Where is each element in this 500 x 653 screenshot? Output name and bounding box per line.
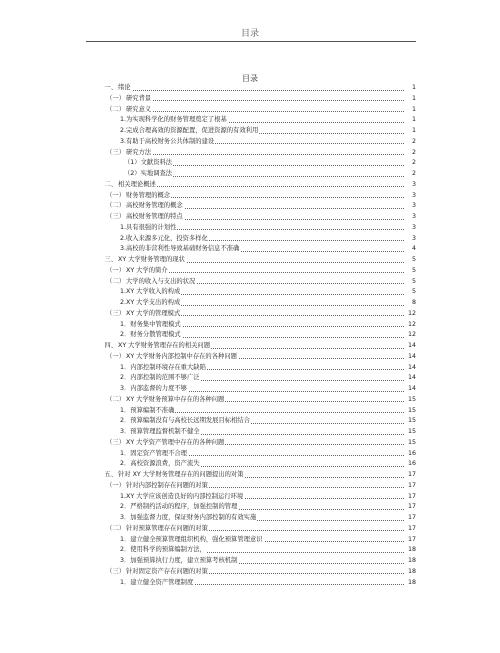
toc-entry-text: 研究方法 — [126, 148, 152, 156]
toc-entry[interactable] — [0, 341, 500, 350]
toc-entry-number: （一） — [106, 481, 125, 489]
toc-page-number: 4 — [404, 244, 416, 253]
toc-entry[interactable] — [0, 438, 500, 447]
toc-entry[interactable] — [0, 373, 500, 382]
toc-entry-text: 3．加强预算执行力度，建立预算考核机制 — [120, 557, 238, 564]
toc-page-number: 1 — [404, 126, 416, 135]
toc-entry[interactable] — [0, 158, 500, 167]
toc-entry-number: （二） — [106, 277, 125, 285]
toc-entry-text: 针对预算管理存在问题的对策 — [126, 524, 208, 532]
toc-entry[interactable] — [0, 180, 500, 189]
toc-entry-number: （三） — [106, 148, 125, 156]
toc-entry-number: 一、 — [104, 84, 117, 91]
toc-entry[interactable] — [0, 449, 500, 458]
toc-page-number: 14 — [404, 341, 416, 350]
toc-entry[interactable] — [0, 223, 500, 232]
toc-page-number: 18 — [404, 567, 416, 576]
toc-entry[interactable] — [0, 83, 500, 92]
toc-entry-text: 1.具有很强的计划性 — [120, 223, 177, 231]
toc-dot-leader — [118, 90, 404, 91]
toc-entry-text: XY 大学的简介 — [126, 266, 168, 274]
toc-entry[interactable] — [0, 234, 500, 243]
toc-entry-text: 3．预算管理监督机制不健全 — [120, 428, 200, 435]
toc-entry[interactable] — [0, 201, 500, 210]
toc-entry[interactable] — [0, 137, 500, 146]
toc-page-number: 15 — [404, 438, 416, 447]
toc-entry[interactable] — [0, 212, 500, 221]
toc-entry-text: （1）文献资料法 — [124, 159, 173, 167]
toc-entry[interactable] — [0, 363, 500, 372]
toc-page-number: 2 — [404, 169, 416, 178]
toc-entry[interactable] — [0, 470, 500, 479]
toc-page-number: 18 — [404, 545, 416, 554]
toc-entry-text: XY 大学资产管理中存在的各种问题 — [126, 438, 225, 446]
toc-entry[interactable] — [0, 492, 500, 501]
toc-entry[interactable] — [0, 105, 500, 114]
toc-entry-number: （二） — [106, 395, 125, 403]
header-rule — [86, 41, 416, 42]
toc-entry[interactable] — [0, 416, 500, 425]
toc-dot-leader — [126, 100, 404, 101]
toc-page-number: 15 — [404, 416, 416, 425]
toc-page-number: 5 — [404, 287, 416, 296]
toc-page-number: 16 — [404, 449, 416, 458]
toc-page-number: 17 — [404, 481, 416, 490]
toc-page-number: 2 — [404, 137, 416, 146]
toc-entry[interactable] — [0, 384, 500, 393]
toc-entry-number: （二） — [106, 524, 125, 532]
toc-entry-text: 2．财务分散管理模式 — [120, 331, 181, 339]
toc-page-number: 15 — [404, 395, 416, 404]
toc-entry-text: 1．建立健全资产管理制度 — [120, 578, 194, 586]
toc-entry[interactable] — [0, 524, 500, 533]
toc-entry-text: 1.为实现科学化的财务管理奠定了根基 — [120, 116, 227, 124]
toc-entry-text: 高校财务管理的概念 — [126, 202, 183, 210]
toc-entry-text: XY 大学财务管理的现状 — [118, 256, 185, 263]
toc-entry-text: 2.收入来源多元化，投资多样化 — [120, 234, 208, 242]
toc-entry[interactable] — [0, 545, 500, 554]
toc-entry-text: 大学的收入与支出的状况 — [126, 277, 196, 285]
toc-entry[interactable] — [0, 277, 500, 286]
toc-entry[interactable] — [0, 556, 500, 565]
toc-page-number: 5 — [404, 277, 416, 286]
page-header-title: 目录 — [240, 29, 259, 39]
toc-page-number: 17 — [404, 470, 416, 479]
toc-entry-number: （三） — [106, 309, 125, 317]
toc-page-number: 17 — [404, 535, 416, 544]
toc-entry[interactable] — [0, 94, 500, 103]
toc-entry-number: 三、 — [104, 256, 117, 263]
toc-entry-text: 1．建立健全预算管理组织机构，强化预算管理意识 — [120, 535, 263, 543]
toc-page-number: 18 — [404, 578, 416, 587]
toc-title: 目录 — [242, 74, 258, 83]
toc-entry-text: 2．内部控制的范围不够广泛 — [120, 374, 200, 382]
toc-dot-leader — [118, 186, 404, 187]
toc-entry-text: XY 大学财务预算中存在的各种问题 — [126, 395, 225, 403]
toc-entry-text: 3．加强监督力度，保证财务内部控制的有效实施 — [120, 514, 257, 521]
toc-entry-text: 2.XY 大学支出的构成 — [120, 299, 181, 306]
toc-page-number: 3 — [404, 223, 416, 232]
toc-entry-text: 3．内部监督的力度不够 — [120, 385, 187, 392]
toc-entry-number: （一） — [106, 94, 125, 102]
toc-entry-text: 1.XY 大学应该创造良好的内部控制运行环境 — [120, 492, 244, 500]
toc-entry[interactable] — [0, 244, 500, 253]
toc-page-number: 18 — [404, 556, 416, 565]
toc-page-number: 14 — [404, 373, 416, 382]
toc-entry-number: 五、 — [104, 471, 117, 478]
toc-entry[interactable] — [0, 320, 500, 329]
toc-entry[interactable] — [0, 578, 500, 587]
toc-entry[interactable] — [0, 255, 500, 264]
toc-entry-text: （2）实地调查法 — [124, 170, 173, 177]
toc-page-number: 8 — [404, 298, 416, 307]
toc-entry-number: （三） — [106, 213, 125, 220]
toc-entry-text: XY 大学财务管理存在的相关问题 — [118, 342, 211, 349]
toc-entry[interactable] — [0, 459, 500, 468]
toc-page-number: 14 — [404, 363, 416, 372]
toc-page-number: 1 — [404, 94, 416, 103]
toc-entry-text: 研究意义 — [126, 105, 152, 113]
toc-entry-text: 3.有助于高校财务公共体制的建设 — [120, 137, 215, 145]
toc-entry-text: 1．财务集中管理模式 — [120, 320, 181, 328]
toc-page-number: 1 — [404, 105, 416, 114]
toc-entry-number: 二、 — [104, 180, 117, 188]
toc-dot-leader — [126, 111, 404, 112]
toc-entry[interactable] — [0, 148, 500, 157]
toc-entry-number: （一） — [106, 266, 125, 274]
toc-entry[interactable] — [0, 352, 500, 361]
toc-entry-text: 1．预算编制不准确 — [120, 406, 175, 414]
toc-page-number: 17 — [404, 502, 416, 511]
toc-entry[interactable] — [0, 115, 500, 124]
toc-page-number: 17 — [404, 524, 416, 533]
toc-entry[interactable] — [0, 169, 500, 178]
toc-entry-text: 2．严格制约活动的程序，加强控制的管理 — [120, 503, 238, 511]
toc-page-number: 3 — [404, 191, 416, 200]
toc-entry-text: 财务管理的概念 — [126, 191, 171, 199]
toc-entry-text: 2．使用科学的预算编制方法， — [120, 546, 206, 554]
toc-entry-number: （二） — [106, 202, 125, 210]
toc-entry[interactable] — [0, 287, 500, 296]
toc-page-number: 15 — [404, 427, 416, 436]
toc-entry[interactable] — [0, 406, 500, 415]
toc-page-number: 14 — [404, 384, 416, 393]
toc-page-number: 3 — [404, 234, 416, 243]
toc-entry[interactable] — [0, 309, 500, 318]
toc-page-number: 3 — [404, 180, 416, 189]
toc-entry-text: 2．高校资源浪费，资产流失 — [120, 460, 200, 468]
toc-entry-text: 1．内部控制环境存在重大缺陷 — [120, 363, 206, 371]
toc-page-number: 2 — [404, 148, 416, 157]
toc-page-number: 1 — [404, 83, 416, 92]
toc-page-number: 5 — [404, 266, 416, 275]
toc-page-number: 16 — [404, 459, 416, 468]
toc-page-number: 17 — [404, 492, 416, 501]
toc-dot-leader — [126, 154, 404, 155]
toc-entry-text: 2．预算编制没有与高校长远期发展目标相结合 — [120, 417, 250, 425]
toc-entry[interactable] — [0, 535, 500, 544]
toc-entry-text: 1.XY 大学收入的构成 — [120, 288, 181, 296]
toc-page-number: 2 — [404, 158, 416, 167]
toc-page-number: 15 — [404, 406, 416, 415]
toc-entry-text: 针对固定资产存在问题的对策 — [126, 567, 208, 575]
toc-entry[interactable] — [0, 126, 500, 135]
toc-entry-number: （三） — [106, 438, 125, 446]
toc-page-number: 1 — [404, 115, 416, 124]
toc-page-number: 5 — [404, 255, 416, 264]
toc-entry-text: 针对 XY 大学财务管理存在的问题提出的对策 — [118, 471, 244, 478]
toc-entry-text: XY 大学财务内部控制中存在的各种问题 — [126, 352, 237, 360]
toc-entry-number: （二） — [106, 105, 125, 113]
toc-entry-number: （一） — [106, 191, 125, 199]
toc-page-number: 3 — [404, 201, 416, 210]
toc-entry[interactable] — [0, 502, 500, 511]
toc-entry-text: 高校财务管理的特点 — [126, 213, 183, 220]
toc-page-number: 12 — [404, 320, 416, 329]
toc-entry-text: 研究背景 — [126, 94, 152, 102]
toc-entry-text: 针对内部控制存在问题的对策 — [126, 481, 208, 489]
toc-entry[interactable] — [0, 191, 500, 200]
toc-entry-number: （三） — [106, 567, 125, 575]
toc-page-number: 12 — [404, 330, 416, 339]
toc-entry-text: 相关理论概述 — [118, 180, 156, 188]
toc-page-number: 14 — [404, 352, 416, 361]
toc-entry[interactable] — [0, 427, 500, 436]
toc-entry-text: 1．固定资产管理不合理 — [120, 449, 187, 457]
toc-entry[interactable] — [0, 513, 500, 522]
toc-page-number: 17 — [404, 513, 416, 522]
toc-entry-text: 2.完成合理高效的资源配置，促进资源的有效利用 — [120, 127, 259, 134]
toc-entry[interactable] — [0, 481, 500, 490]
toc-page-number: 3 — [404, 212, 416, 221]
toc-entry-text: 绪论 — [118, 84, 131, 91]
toc-entry[interactable] — [0, 395, 500, 404]
toc-entry[interactable] — [0, 567, 500, 576]
toc-entry[interactable] — [0, 298, 500, 307]
toc-page-number: 12 — [404, 309, 416, 318]
toc-entry-text: 3.高校的非营利性导致基础财务信息不准确 — [120, 245, 240, 253]
toc-entry-text: XY 大学的管理模式 — [126, 309, 181, 317]
toc-entry-number: （一） — [106, 352, 125, 360]
toc-entry-number: 四、 — [104, 342, 117, 349]
toc-entry[interactable] — [0, 266, 500, 275]
toc-entry[interactable] — [0, 330, 500, 339]
